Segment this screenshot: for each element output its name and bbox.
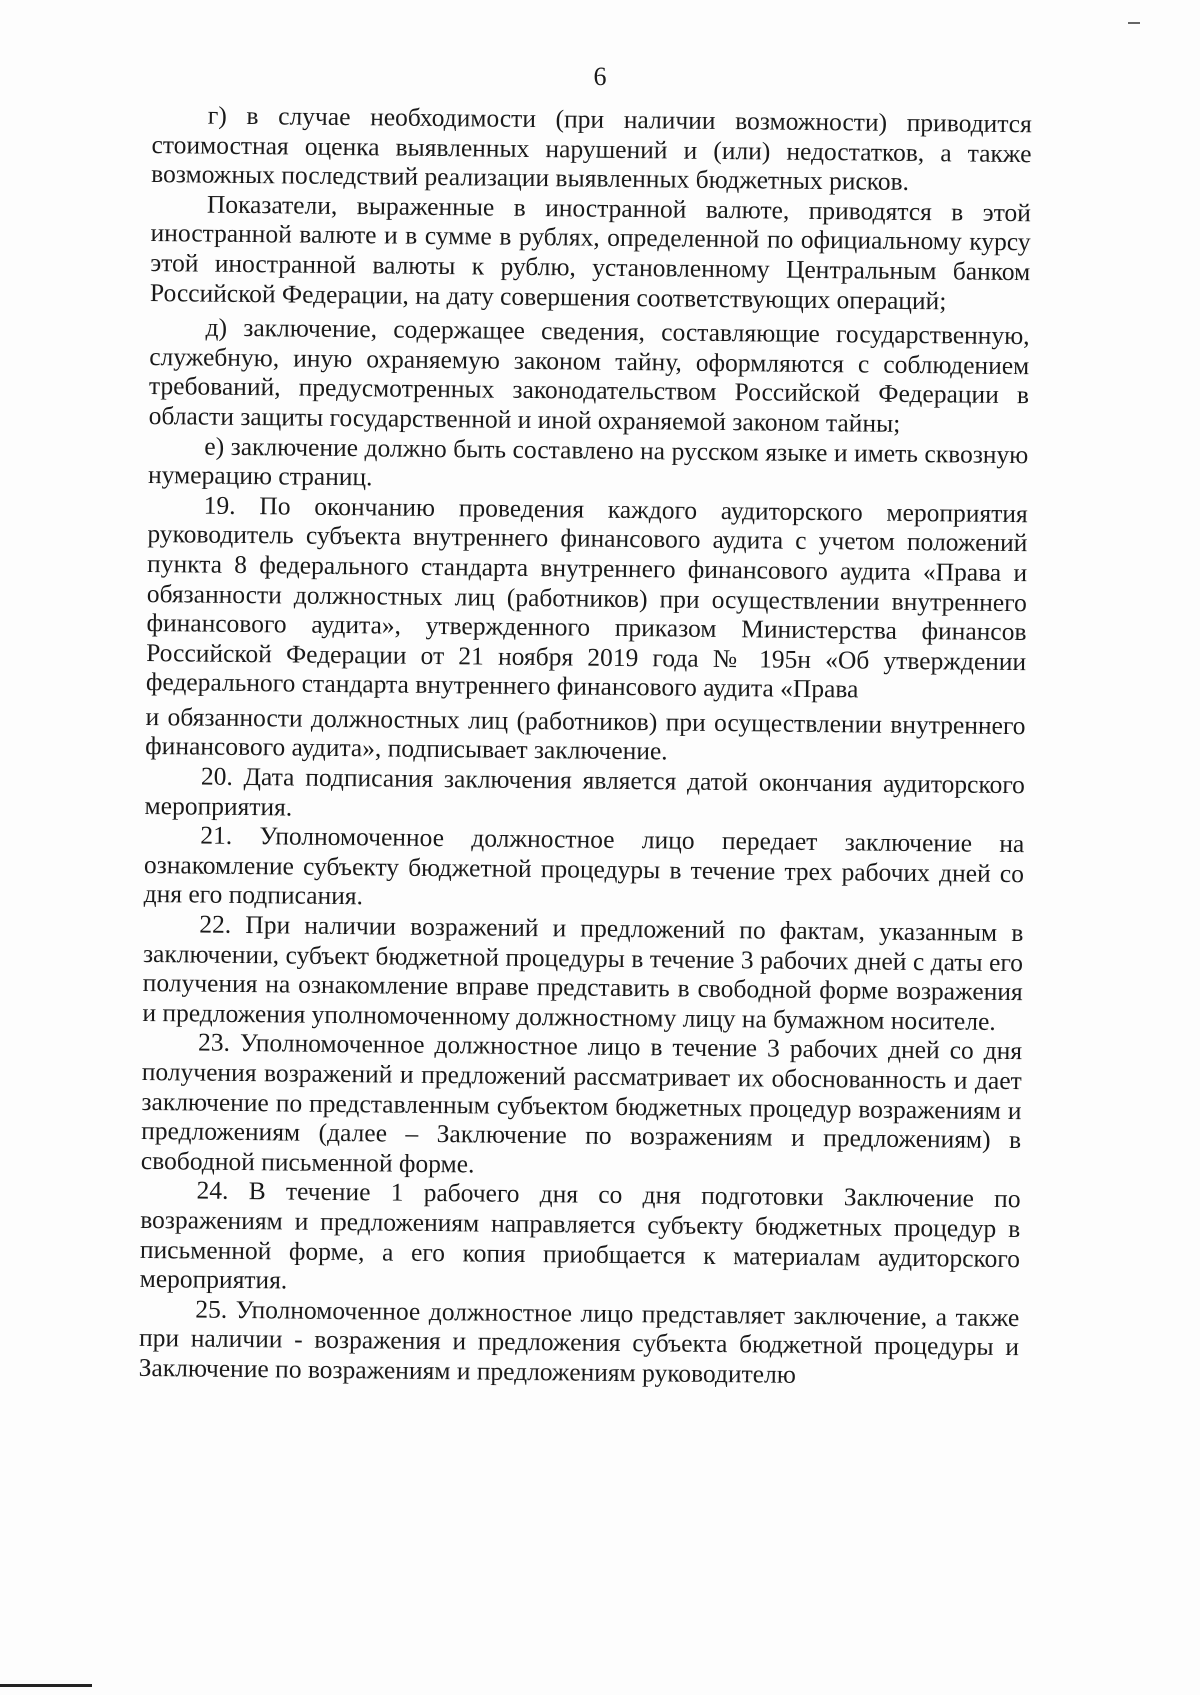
paragraph-foreign-currency: Показатели, выраженные в иностранной валюте, приводятся в этой иностранной валюте и в сумме в рублях, определенной по официальному курсу этой иностранной валюты к рублю, установленному Центральным банком Российской Федерации, на дату совершения соответствующих операций; [149, 189, 1032, 315]
scan-artifact-mark [1128, 22, 1140, 24]
paragraph-item-21: 21. Уполномоченное должностное лицо передает заключение на ознакомление субъекту бюджетной процедуры в течение трех рабочих дней со дня его подписания. [143, 820, 1025, 911]
paragraph-item-22: 22. При наличии возражений и предложений по фактам, указанным в заключении, субъект бюджетной процедуры в течение 3 рабочих дней с даты его получения на ознакомление вправе представить в свободной форме возражения и предложения уполномоченному должностному лицу на бумажном носителе. [142, 909, 1024, 1036]
scan-edge-line [0, 1684, 92, 1687]
paragraph-item-25: 25. Уполномоченное должностное лицо представляет заключение, а также при наличии - возражения и предложения субъекта бюджетной процедуры и Заключение по возражениям и предложениям руководителю [138, 1294, 1020, 1389]
paragraph-item-19-continued: и обязанности должностных лиц (работников) при осуществлении внутреннего финансового аудита», подписывает заключение. [145, 701, 1026, 766]
document-body [139, 100, 1032, 1392]
paragraph-subitem-e: е) заключение должно быть составлено на русском языке и иметь сквозную нумерацию страниц. [147, 431, 1029, 492]
paragraph-subitem-d: д) заключение, содержащее сведения, составляющие государственную, служебную, иную охраняемую законом тайну, оформляются с соблюдением требований, предусмотренных законодательством Российской Федерации в области защиты государственной и иной охраняемой законом тайны; [148, 312, 1030, 438]
paragraph-item-19: 19. По окончанию проведения каждого аудиторского мероприятия руководитель субъекта внутреннего финансового аудита с учетом положений пункта 8 федерального стандарта внутреннего финансового аудита «Права и обязанности должностных лиц (работников) при осуществлении внутреннего финансового аудита», утвержденного приказом Министерства финансов Российской Федерации от 21 ноября 2019 года № 195н «Об утверждении федерального стандарта внутреннего финансового аудита «Права [145, 490, 1028, 704]
paragraph-item-23: 23. Уполномоченное должностное лицо в течение 3 рабочих дней со дня получения возражений и предложений рассматривает их обоснованность и дает заключение по представленным субъектом бюджетных процедур возражениям и предложениям (далее – Заключение по возражениям и предложениям) в свободной письменной форме. [140, 1027, 1023, 1179]
paragraph-subitem-g: г) в случае необходимости (при наличии возможности) приводится стоимостная оценка выявленных нарушений и (или) недостатков, а также возможных последствий реализации выявленных бюджетных рисков. [151, 100, 1032, 197]
paragraph-item-24: 24. В течение 1 рабочего дня со дня подготовки Заключение по возражениям и предложениям направляется субъекту бюджетных процедур в письменной форме, а его копия приобщается к материалам аудиторского мероприятия. [139, 1175, 1021, 1295]
page-number: 6 [593, 62, 607, 91]
paragraph-item-20: 20. Дата подписания заключения является датой окончания аудиторского мероприятия. [144, 761, 1026, 822]
